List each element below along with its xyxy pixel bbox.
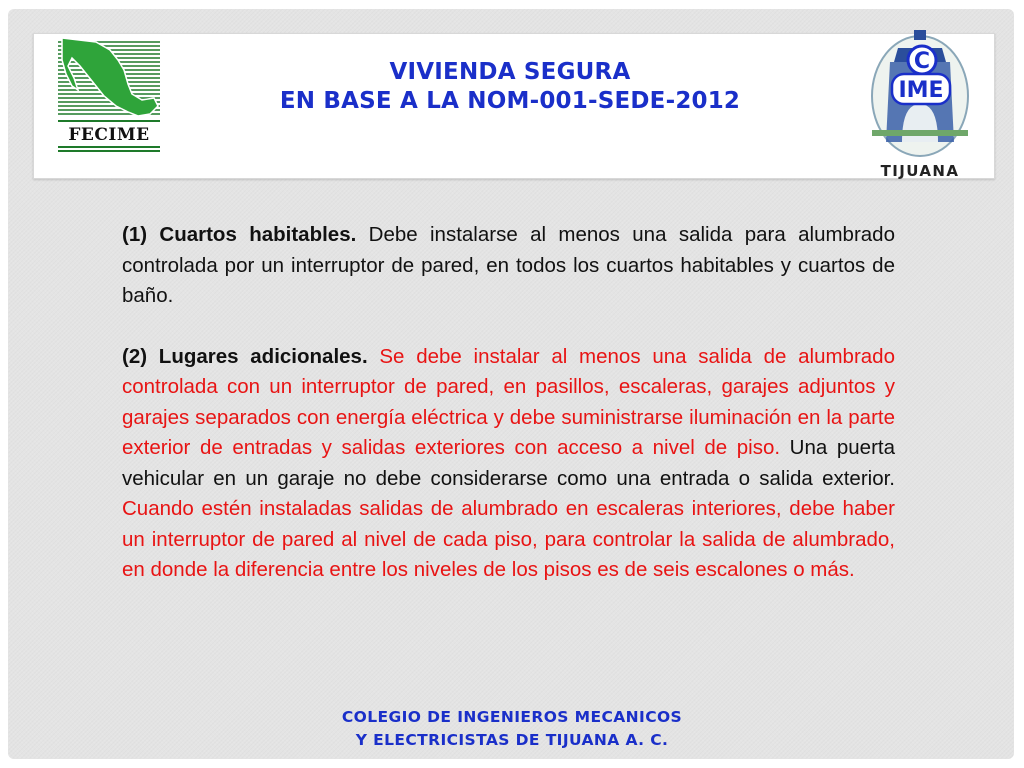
- footer-line-1: COLEGIO DE INGENIEROS MECANICOS: [341, 708, 683, 726]
- paragraph-lugares-adicionales: [122, 342, 895, 586]
- footer-line-2: Y ELECTRICISTAS DE TIJUANA A. C.: [355, 731, 669, 749]
- fecime-logo-text: FECIME: [68, 125, 150, 145]
- city-label: TIJUANA: [880, 162, 960, 180]
- svg-text:IME: IME: [898, 78, 944, 103]
- paragraph-2-red-text-2: Cuando estén instaladas salidas de alumbrado en escaleras interiores, debe haber un interruptor de pared al nivel de cada piso, para controlar la salida de alumbrado, en donde la diferencia entre los niveles de los pisos es de seis escalones o más.: [122, 497, 895, 581]
- title-line-2: EN BASE A LA NOM-001-SEDE-2012: [279, 88, 741, 114]
- paragraph-1-heading: (1) Cuartos habitables.: [122, 223, 357, 246]
- footer: [250, 706, 774, 752]
- paragraph-1-text: Debe instalarse al menos una salida para alumbrado controlada por un interruptor de pared, en todos los cuartos habitables y cuartos de baño.: [122, 223, 895, 307]
- paragraph-cuartos-habitables: [122, 220, 895, 312]
- cime-logo: [868, 26, 972, 158]
- title-line-1: VIVIENDA SEGURA: [389, 59, 631, 85]
- paragraph-2-heading: (2) Lugares adicionales.: [122, 344, 368, 368]
- fecime-logo: [58, 36, 160, 156]
- svg-text:C: C: [913, 49, 931, 74]
- paragraph-2-black-text: Una puerta vehicular en un garaje no debe considerarse como una entrada o salida exterior.: [122, 436, 895, 490]
- slide-body: [122, 220, 895, 586]
- slide-title: [250, 58, 770, 116]
- paragraph-2-red-text-1: Se debe instalar al menos una salida de alumbrado controlada con un interruptor de pared, en pasillos, escaleras, garajes adjuntos y garajes separados con energía eléctrica y debe suministrarse iluminación en la parte exterior de entradas y salidas exteriores con acceso a nivel de piso.: [122, 344, 895, 459]
